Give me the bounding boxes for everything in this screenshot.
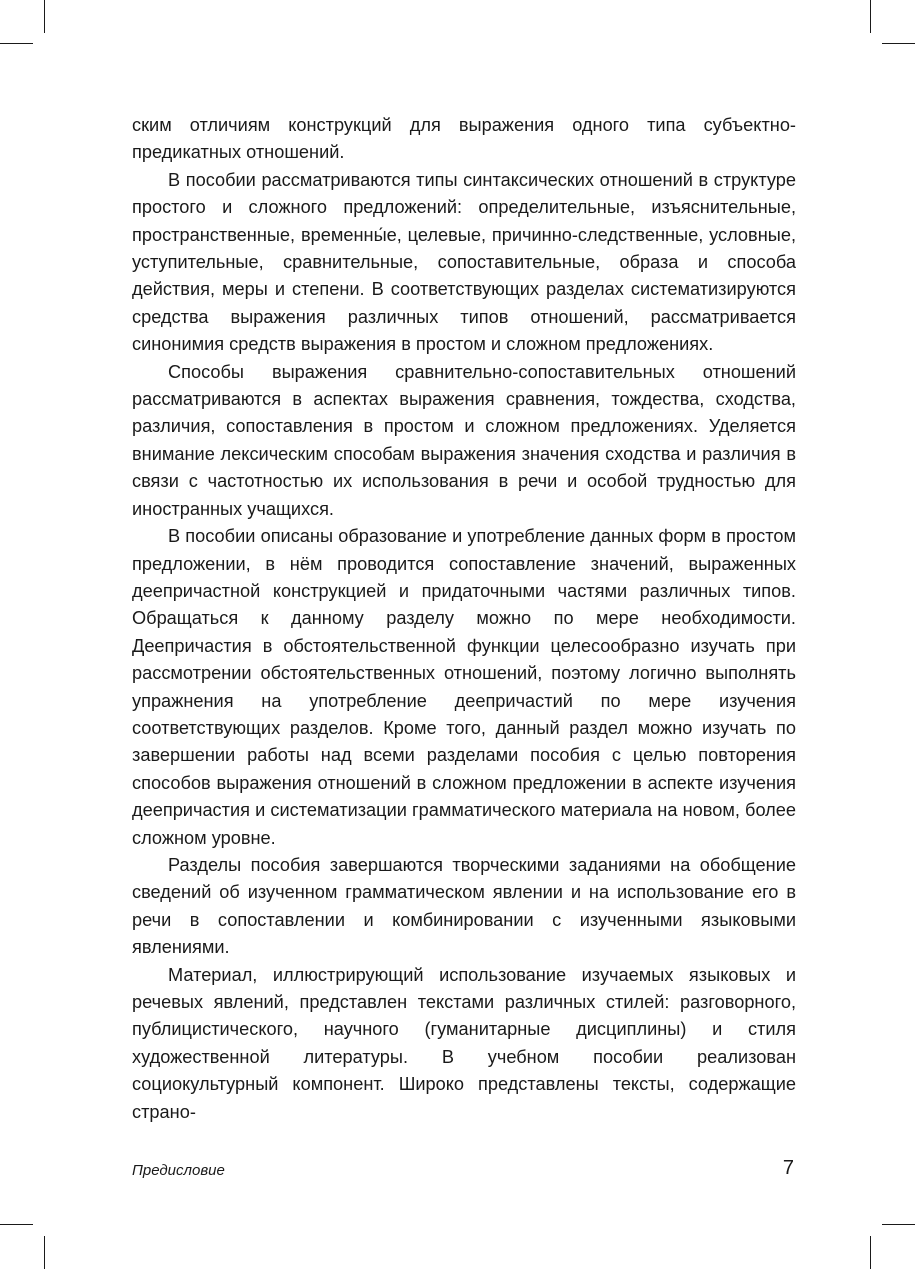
crop-mark — [0, 43, 33, 44]
paragraph: Разделы пособия завершаются творческими заданиями на обобщение сведений об изученном грамматическом явлении и на использование его в речи в сопоставлении и комбинировании с изученными языковыми явлениями. — [132, 854, 796, 958]
crop-mark — [870, 1236, 871, 1269]
running-footer-title: Предисловие — [132, 1162, 225, 1179]
crop-mark — [44, 1236, 45, 1269]
paragraph: ским отличиям конструкций для выражения одного типа субъектно-предикатных отношений. — [132, 115, 796, 163]
crop-mark — [882, 1224, 915, 1225]
page-body — [132, 112, 796, 1126]
paragraph: В пособии описаны образование и употребление данных форм в простом предложении, в нём проводится сопоставление значений, выраженных деепричастной конструкцией и придаточными частями различных типов. Обращаться к данному разделу можно по мере необходимости. Деепричастия в обстоятельственной функции целесообразно изучать при рассмотрении обстоятельственных отношений, поэтому логично выполнять упражнения на употребление деепричастий по мере изучения соответствующих разделов. Кроме того, данный раздел можно изучать по завершении работы над всеми разделами пособия с целью повторения способов выражения отношений в сложном предложении в аспекте изучения деепричастия и систематизации грамматического материала на новом, более сложном уровне. — [132, 526, 796, 848]
crop-mark — [0, 1224, 33, 1225]
crop-mark — [870, 0, 871, 33]
paragraph: В пособии рассматриваются типы синтаксических отношений в структуре простого и сложного предложений: определительные, изъяснительные, пространственные, временны́е, целевые, причинно-следственные, условные, уступительные, сравнительные, сопоставительные, образа и способа действия, меры и степени. В соответствующих разделах систематизируются средства выражения различных типов отношений, рассматривается синонимия средств выражения в простом и сложном предложениях. — [132, 169, 796, 355]
crop-mark — [44, 0, 45, 33]
paragraph: Материал, иллюстрирующий использование изучаемых языковых и речевых явлений, представлен текстами различных стилей: разговорного, публицистического, научного (гуманитарные дисциплины) и стиля художественной литературы. В учебном пособии реализован социокультурный компонент. Широко представлены тексты, содержащие страно- — [132, 964, 796, 1122]
page-number: 7 — [782, 1157, 794, 1179]
crop-mark — [882, 43, 915, 44]
paragraph: Способы выражения сравнительно-сопоставительных отношений рассматриваются в аспектах выражения сравнения, тождества, сходства, различия, сопоставления в простом и сложном предложениях. Уделяется внимание лексическим способам выражения значения сходства и различия в связи с частотностью их использования в речи и особой трудностью для иностранных учащихся. — [132, 361, 796, 519]
